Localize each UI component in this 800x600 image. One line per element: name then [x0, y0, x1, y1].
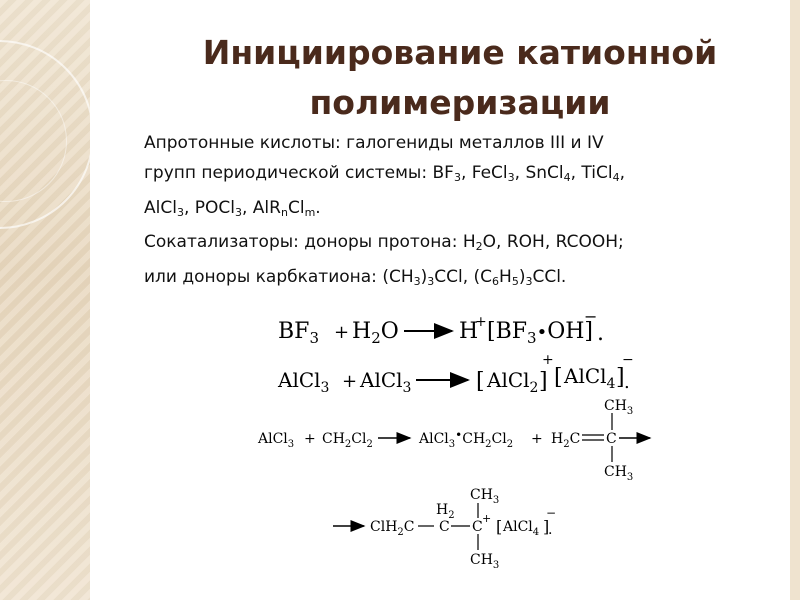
p1-sub: n: [280, 206, 288, 219]
r2-sub: 3: [320, 380, 330, 396]
r3-sub: 2: [563, 439, 570, 450]
p2-text: H: [499, 267, 512, 287]
r3-plus: +: [304, 431, 316, 447]
title-line-1: Инициирование катионной: [202, 33, 718, 72]
p1-text: , SnCl: [514, 163, 564, 183]
r1-sub: 2: [371, 329, 381, 347]
p1-text: ,: [619, 163, 626, 183]
r3-sub: 2: [366, 439, 373, 450]
r3-text: H: [551, 431, 564, 447]
r1-hplus: H: [459, 319, 479, 344]
p2-text: CCl.: [532, 267, 567, 287]
r4-sub: 4: [532, 527, 540, 538]
r3-sub: 2: [506, 439, 514, 450]
r4-text: C: [439, 519, 450, 535]
r4-text: ClH: [370, 519, 398, 535]
r3-text: AlCl: [258, 431, 288, 447]
r1-sub: 3: [527, 329, 537, 347]
r2-bracket: [: [476, 369, 485, 394]
svg-text:ClH2C: [370, 519, 415, 538]
r1-dot: •: [536, 322, 548, 343]
r4-text: CH: [470, 487, 493, 503]
p1-sub: 3: [235, 206, 242, 219]
r1-text: O: [380, 319, 399, 344]
r4-bracket: [: [496, 517, 503, 536]
reaction-2: [277, 352, 634, 396]
r3-sub: 3: [448, 439, 456, 450]
r3-text: C: [569, 431, 581, 447]
p1-sub: 4: [612, 171, 620, 184]
r2-plus: +: [342, 371, 358, 392]
p2-sub: 3: [525, 275, 533, 288]
p1-sub: 3: [176, 206, 184, 219]
r3-text: Cl: [351, 431, 367, 447]
r4-text: AlCl: [503, 519, 533, 535]
r4-charge: +: [482, 512, 492, 525]
r2-sub: 3: [402, 380, 412, 396]
r2-charge: −: [622, 352, 634, 368]
p1-text: , POCl: [183, 198, 235, 218]
r4-text: C: [403, 519, 415, 535]
r3-plus: +: [531, 431, 543, 447]
r4-text: H: [436, 502, 449, 518]
p2-sub: 2: [475, 240, 483, 253]
r2-end: .: [624, 372, 630, 393]
r4-charge: −: [546, 506, 557, 520]
r2-sub: 2: [529, 380, 539, 396]
r2-bracket: [: [554, 365, 563, 390]
r4-sub: 3: [492, 495, 500, 506]
svg-text:AlCl3•CH2Cl2: [418, 428, 513, 450]
r4-sub: 3: [492, 560, 500, 571]
r3-text: AlCl: [419, 431, 449, 447]
r4-text: C: [472, 519, 483, 535]
title-line-2: полимеризации: [309, 83, 611, 122]
r4-sub: 2: [448, 510, 455, 521]
r3-text: CH: [462, 431, 486, 447]
svg-text:AlCl4: [563, 364, 616, 392]
r3-sub: 2: [344, 439, 352, 450]
r2-bracket: ]: [616, 365, 625, 390]
svg-text:AlCl4: [502, 519, 539, 538]
svg-text:AlCl3: [277, 368, 329, 396]
p2-text: O, ROH, RCOOH;: [482, 232, 624, 252]
r1-text: [BF: [487, 319, 528, 344]
p1-text: AlCl: [144, 198, 177, 218]
r3-sub: 3: [626, 406, 634, 417]
p2-text: Сокатализаторы: доноры протона: H: [144, 232, 476, 252]
p1-text: Cl: [287, 198, 305, 218]
r1-text: H: [352, 319, 372, 344]
r3-text: CH: [604, 464, 627, 480]
svg-text:CH3: [604, 464, 633, 483]
svg-text:[BF3•OH]: [487, 319, 593, 347]
r4-text: CH: [470, 552, 493, 568]
p1-sub: 4: [563, 171, 571, 184]
p1-text: , TiCl: [570, 163, 613, 183]
r2-text: AlCl: [564, 364, 607, 388]
p1-sub: m: [304, 206, 316, 219]
svg-text:H2O: [352, 319, 399, 347]
r2-sub: 4: [606, 376, 616, 392]
p1-text: , AlR: [242, 198, 281, 218]
svg-text:BF3: [278, 319, 319, 347]
p1-sub: 3: [453, 171, 461, 184]
r4-bracket: ]: [543, 517, 550, 536]
p1-text: , FeCl: [460, 163, 508, 183]
p2-sub: 5: [511, 275, 519, 288]
r3-sub: 3: [287, 439, 295, 450]
r1-charge: +: [475, 314, 487, 330]
p2-sub: 3: [427, 275, 435, 288]
r2-bracket: ]: [539, 369, 548, 394]
reaction-4: [333, 487, 556, 571]
r2-charge: +: [542, 352, 554, 368]
reaction-3: [257, 398, 650, 483]
r1-plus: +: [334, 322, 350, 343]
r3-sub: 2: [485, 439, 492, 450]
p2-sub: 6: [492, 275, 500, 288]
r3-text: Cl: [491, 431, 507, 447]
r3-dot: •: [455, 428, 463, 442]
r1-end: .: [597, 321, 604, 346]
r2-text: AlCl: [487, 368, 530, 392]
p2-text: или доноры карбкатиона: (CH: [144, 267, 414, 287]
r2-text: AlCl: [360, 368, 403, 392]
r4-end: .: [548, 522, 553, 538]
r2-text: AlCl: [278, 368, 321, 392]
svg-text:CH2Cl2: [322, 431, 373, 450]
p2-sub: 3: [413, 275, 421, 288]
svg-text:CH3: [604, 398, 633, 417]
p1-text: .: [315, 198, 321, 218]
r3-text: CH: [604, 398, 627, 414]
r4-sub: 2: [397, 527, 404, 538]
p2-text: CCl, (C: [434, 267, 493, 287]
r1-sub: 3: [309, 329, 319, 347]
svg-text:CH3: [470, 487, 499, 506]
svg-text:AlCl2: [486, 368, 538, 396]
reaction-1: [278, 307, 604, 347]
r3-sub: 3: [626, 472, 634, 483]
svg-text:H2C: [551, 431, 580, 450]
svg-text:AlCl3: [359, 368, 411, 396]
p2-text: ): [518, 267, 526, 287]
p1-sub: 3: [507, 171, 515, 184]
p1-text: Апротонные кислоты: галогениды металлов III и IV: [144, 133, 604, 153]
r3-text: C: [606, 431, 617, 447]
r3-text: CH: [322, 431, 345, 447]
r1-minus: −: [584, 307, 598, 326]
svg-text:AlCl3: [257, 431, 294, 450]
p1-text: групп периодической системы: BF: [144, 163, 454, 183]
r1-text: BF: [278, 319, 310, 344]
p2-text: ): [420, 267, 428, 287]
svg-text:CH3: [470, 552, 499, 571]
r1-text: OH]: [547, 319, 593, 344]
